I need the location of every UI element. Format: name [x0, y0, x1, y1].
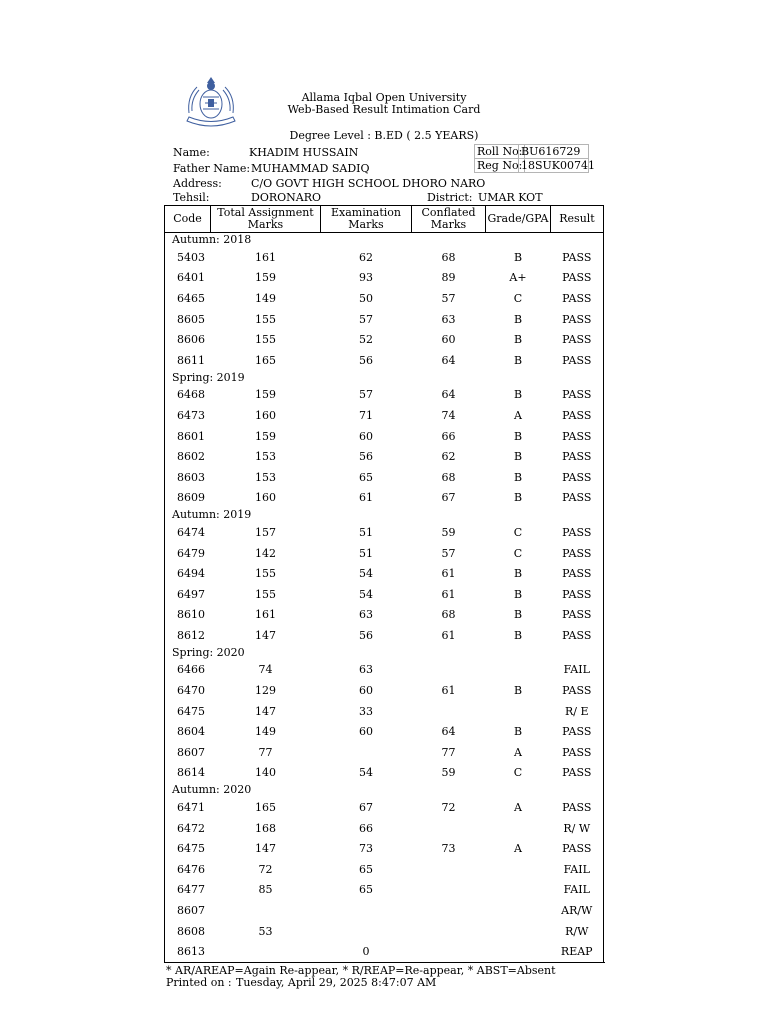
degree-level: Degree Level : B.ED ( 2.5 YEARS) [289, 129, 479, 142]
cell-grade: C [513, 525, 523, 539]
cell-conflated-marks: 64 [441, 725, 456, 739]
cell-result: PASS [562, 333, 592, 347]
cell-grade: B [513, 388, 523, 402]
cell-grade: B [513, 250, 523, 264]
cell-exam-marks: 54 [359, 567, 373, 581]
header-result: Result [551, 206, 604, 233]
cell-grade: B [513, 333, 523, 347]
cell-code: 8604 [177, 725, 205, 739]
cell-code: 8602 [177, 450, 205, 464]
cell-exam-marks: 33 [359, 704, 373, 718]
cell-result: PASS [562, 353, 592, 367]
cell-result: PASS [562, 608, 592, 622]
header-conflated-marks: Conflated Marks [412, 206, 486, 233]
legend: * AR/AREAP=Again Re-appear, * R/REAP=Re-appear, * ABST=Absent [166, 964, 556, 977]
cell-conflated-marks [412, 880, 486, 901]
cell-assignment-marks: 157 [255, 525, 276, 539]
cell-result: R/ W [563, 821, 591, 835]
cell-exam-marks: 93 [359, 271, 373, 285]
cell-grade: B [513, 725, 523, 739]
cell-code: 6476 [177, 862, 205, 876]
cell-result: PASS [562, 429, 592, 443]
cell-conflated-marks: 66 [441, 429, 456, 443]
cell-result: FAIL [563, 883, 590, 897]
cell-result: FAIL [563, 663, 590, 677]
table-row [165, 467, 604, 488]
semester-label: Spring: 2019 [172, 370, 245, 384]
cell-exam-marks: 71 [359, 408, 373, 422]
cell-assignment-marks: 155 [255, 587, 276, 601]
cell-assignment-marks: 155 [255, 333, 276, 347]
cell-code: 8606 [177, 333, 205, 347]
cell-grade [486, 921, 551, 942]
cell-conflated-marks [412, 660, 486, 681]
cell-result: PASS [562, 801, 592, 815]
cell-code: 8612 [177, 628, 205, 642]
cell-result: PASS [562, 567, 592, 581]
semester-row [165, 371, 604, 385]
cell-assignment-marks: 153 [255, 450, 276, 464]
header-assignment-marks: Total Assignment Marks [211, 206, 321, 233]
cell-result: PASS [562, 628, 592, 642]
table-header-row [165, 206, 604, 233]
table-row [165, 288, 604, 309]
cell-grade: B [513, 491, 523, 505]
semester-label: Spring: 2020 [172, 645, 245, 659]
cell-grade [486, 880, 551, 901]
cell-code: 8613 [177, 945, 205, 959]
cell-exam-marks: 60 [359, 684, 373, 698]
cell-assignment-marks: 140 [255, 766, 276, 780]
tehsil: DORONARO [251, 191, 322, 204]
cell-result: PASS [562, 684, 592, 698]
address: C/O GOVT HIGH SCHOOL DHORO NARO [251, 177, 486, 190]
cell-result: PASS [562, 408, 592, 422]
cell-code: 6477 [177, 883, 205, 897]
reg-no: 18SUK00741 [518, 158, 589, 173]
cell-assignment-marks: 168 [255, 821, 276, 835]
cell-grade: B [513, 470, 523, 484]
cell-grade [486, 941, 551, 962]
cell-code: 8605 [177, 312, 205, 326]
table-row [165, 446, 604, 467]
cell-conflated-marks [412, 701, 486, 722]
cell-code: 6472 [177, 821, 205, 835]
table-row [165, 385, 604, 406]
cell-code: 6494 [177, 567, 205, 581]
table-row [165, 859, 604, 880]
cell-code: 6474 [177, 525, 205, 539]
reg-no-label: Reg No: [474, 158, 525, 173]
table-row [165, 742, 604, 763]
cell-conflated-marks: 61 [441, 628, 456, 642]
cell-assignment-marks: 53 [258, 924, 273, 938]
cell-exam-marks: 67 [359, 801, 373, 815]
cell-code: 6465 [177, 291, 205, 305]
cell-exam-marks: 56 [359, 628, 373, 642]
cell-grade: C [513, 291, 523, 305]
semester-row [165, 783, 604, 797]
cell-code: 8608 [177, 924, 205, 938]
cell-conflated-marks: 61 [441, 587, 456, 601]
cell-grade: A [514, 745, 522, 759]
cell-exam-marks: 73 [359, 842, 373, 856]
cell-conflated-marks: 73 [441, 842, 456, 856]
cell-exam-marks: 65 [359, 862, 373, 876]
semester-label: Autumn: 2018 [172, 233, 252, 246]
cell-conflated-marks [412, 900, 486, 921]
cell-code: 6466 [177, 663, 205, 677]
cell-conflated-marks: 77 [441, 745, 456, 759]
cell-exam-marks: 65 [359, 470, 373, 484]
cell-result: PASS [562, 587, 592, 601]
cell-code: 5403 [177, 250, 205, 264]
cell-exam-marks: 61 [359, 491, 373, 505]
cell-grade [486, 859, 551, 880]
table-row [165, 488, 604, 509]
cell-grade: A [514, 801, 522, 815]
cell-exam-marks: 65 [359, 883, 373, 897]
cell-code: 8607 [177, 904, 205, 918]
cell-exam-marks: 56 [359, 450, 373, 464]
cell-assignment-marks: 147 [255, 842, 276, 856]
cell-conflated-marks [412, 859, 486, 880]
cell-assignment-marks: 147 [255, 628, 276, 642]
cell-assignment-marks [211, 941, 321, 962]
roll-no-label: Roll No: [474, 144, 525, 159]
cell-grade: A+ [509, 271, 527, 285]
cell-exam-marks [321, 742, 412, 763]
cell-code: 6471 [177, 801, 205, 815]
cell-assignment-marks: 129 [255, 684, 276, 698]
cell-grade: B [513, 587, 523, 601]
cell-assignment-marks: 72 [258, 862, 273, 876]
cell-exam-marks: 57 [359, 312, 373, 326]
cell-conflated-marks: 60 [441, 333, 456, 347]
cell-code: 6475 [177, 842, 205, 856]
cell-conflated-marks: 64 [441, 353, 456, 367]
table-row [165, 660, 604, 681]
cell-result: REAP [560, 945, 593, 959]
cell-exam-marks [321, 900, 412, 921]
cell-result: PASS [562, 250, 592, 264]
name-label: Name: [173, 146, 210, 159]
cell-grade: B [513, 353, 523, 367]
cell-result: PASS [562, 745, 592, 759]
table-row [165, 543, 604, 564]
cell-code: 8607 [177, 745, 205, 759]
cell-grade: B [513, 312, 523, 326]
cell-assignment-marks [211, 900, 321, 921]
cell-exam-marks [321, 921, 412, 942]
semester-label: Autumn: 2019 [172, 508, 252, 522]
semester-row [165, 646, 604, 660]
cell-result: PASS [562, 271, 592, 285]
cell-exam-marks: 52 [359, 333, 373, 347]
cell-grade [486, 660, 551, 681]
cell-assignment-marks: 149 [255, 291, 276, 305]
cell-conflated-marks [412, 921, 486, 942]
cell-conflated-marks: 74 [441, 408, 456, 422]
table-row [165, 921, 604, 942]
cell-grade: B [513, 628, 523, 642]
semester-row [165, 233, 604, 248]
cell-conflated-marks: 61 [441, 684, 456, 698]
cell-exam-marks: 63 [359, 663, 373, 677]
cell-assignment-marks: 77 [258, 745, 273, 759]
cell-exam-marks: 60 [359, 725, 373, 739]
header-exam-marks: Examination Marks [321, 206, 412, 233]
cell-conflated-marks: 67 [441, 491, 456, 505]
cell-assignment-marks: 159 [255, 271, 276, 285]
roll-no: BU616729 [518, 144, 589, 159]
cell-conflated-marks: 64 [441, 388, 456, 402]
cell-assignment-marks: 160 [255, 491, 276, 505]
cell-grade [486, 701, 551, 722]
cell-code: 6401 [177, 271, 205, 285]
cell-grade: B [513, 608, 523, 622]
cell-exam-marks: 0 [362, 945, 370, 959]
cell-code: 8611 [177, 353, 205, 367]
cell-conflated-marks: 59 [441, 525, 456, 539]
cell-assignment-marks: 159 [255, 388, 276, 402]
tehsil-label: Tehsil: [173, 191, 210, 204]
cell-result: AR/W [561, 904, 593, 918]
cell-result: PASS [562, 546, 592, 560]
table-row [165, 522, 604, 543]
cell-exam-marks: 63 [359, 608, 373, 622]
cell-result: PASS [562, 312, 592, 326]
table-row [165, 797, 604, 818]
table-row [165, 838, 604, 859]
table-row [165, 268, 604, 289]
cell-assignment-marks: 159 [255, 429, 276, 443]
cell-result: PASS [562, 291, 592, 305]
cell-exam-marks: 60 [359, 429, 373, 443]
table-row [165, 563, 604, 584]
cell-grade: B [513, 567, 523, 581]
cell-conflated-marks: 57 [441, 291, 456, 305]
cell-code: 6468 [177, 388, 205, 402]
cell-conflated-marks: 63 [441, 312, 456, 326]
cell-grade: B [513, 429, 523, 443]
cell-exam-marks: 57 [359, 388, 373, 402]
cell-exam-marks: 51 [359, 525, 373, 539]
table-row [165, 941, 604, 962]
table-row [165, 763, 604, 784]
student-name: KHADIM HUSSAIN [249, 146, 359, 159]
cell-assignment-marks: 161 [255, 608, 276, 622]
cell-code: 6473 [177, 408, 205, 422]
cell-exam-marks: 62 [359, 250, 373, 264]
cell-assignment-marks: 165 [255, 353, 276, 367]
cell-assignment-marks: 165 [255, 801, 276, 815]
table-row [165, 625, 604, 646]
cell-grade: C [513, 766, 523, 780]
semester-row [165, 508, 604, 522]
table-row [165, 350, 604, 371]
cell-result: PASS [562, 388, 592, 402]
cell-result: R/W [565, 924, 589, 938]
district-label: District: [427, 191, 473, 204]
cell-result: R/ E [564, 704, 589, 718]
table-row [165, 880, 604, 901]
cell-code: 6497 [177, 587, 205, 601]
header-grade: Grade/GPA [486, 206, 551, 233]
cell-code: 8614 [177, 766, 205, 780]
cell-exam-marks: 66 [359, 821, 373, 835]
cell-conflated-marks [412, 818, 486, 839]
cell-grade: B [513, 684, 523, 698]
cell-assignment-marks: 85 [258, 883, 273, 897]
cell-result: PASS [562, 725, 592, 739]
results-table [164, 205, 604, 963]
cell-exam-marks: 50 [359, 291, 373, 305]
table-bottom-rule [164, 962, 605, 963]
cell-code: 8603 [177, 470, 205, 484]
cell-assignment-marks: 160 [255, 408, 276, 422]
cell-exam-marks: 54 [359, 587, 373, 601]
cell-grade: B [513, 450, 523, 464]
cell-assignment-marks: 142 [255, 546, 276, 560]
table-row [165, 405, 604, 426]
cell-result: FAIL [563, 862, 590, 876]
cell-conflated-marks [412, 941, 486, 962]
address-label: Address: [173, 177, 222, 190]
cell-grade: A [514, 842, 522, 856]
cell-conflated-marks: 72 [441, 801, 456, 815]
cell-assignment-marks: 155 [255, 567, 276, 581]
cell-result: PASS [562, 450, 592, 464]
table-row [165, 701, 604, 722]
cell-conflated-marks: 59 [441, 766, 456, 780]
cell-assignment-marks: 74 [258, 663, 273, 677]
cell-code: 8610 [177, 608, 205, 622]
table-row [165, 309, 604, 330]
cell-assignment-marks: 161 [255, 250, 276, 264]
cell-result: PASS [562, 525, 592, 539]
table-row [165, 426, 604, 447]
cell-assignment-marks: 147 [255, 704, 276, 718]
father-name: MUHAMMAD SADIQ [251, 162, 370, 175]
printed-on: Tuesday, April 29, 2025 8:47:07 AM [236, 976, 437, 989]
table-row [165, 721, 604, 742]
cell-grade [486, 818, 551, 839]
cell-code: 6470 [177, 684, 205, 698]
cell-assignment-marks: 149 [255, 725, 276, 739]
father-name-label: Father Name: [173, 162, 251, 175]
cell-code: 6479 [177, 546, 205, 560]
cell-exam-marks: 51 [359, 546, 373, 560]
cell-assignment-marks: 155 [255, 312, 276, 326]
cell-conflated-marks: 89 [441, 271, 456, 285]
cell-result: PASS [562, 842, 592, 856]
semester-label: Autumn: 2020 [172, 783, 252, 797]
card-title: Web-Based Result Intimation Card [287, 103, 481, 116]
cell-result: PASS [562, 766, 592, 780]
cell-grade: A [514, 408, 522, 422]
cell-code: 8601 [177, 429, 205, 443]
cell-code: 8609 [177, 491, 205, 505]
table-row [165, 680, 604, 701]
header-code: Code [165, 206, 211, 233]
table-row [165, 584, 604, 605]
table-row [165, 247, 604, 268]
table-row [165, 900, 604, 921]
cell-conflated-marks: 61 [441, 567, 456, 581]
table-row [165, 818, 604, 839]
cell-exam-marks: 56 [359, 353, 373, 367]
cell-code: 6475 [177, 704, 205, 718]
cell-conflated-marks: 62 [441, 450, 456, 464]
cell-result: PASS [562, 470, 592, 484]
table-row [165, 605, 604, 626]
cell-conflated-marks: 57 [441, 546, 456, 560]
cell-assignment-marks: 153 [255, 470, 276, 484]
printed-label: Printed on : [166, 976, 232, 989]
cell-exam-marks: 54 [359, 766, 373, 780]
cell-conflated-marks: 68 [441, 608, 456, 622]
table-row [165, 329, 604, 350]
cell-grade: C [513, 546, 523, 560]
cell-conflated-marks: 68 [441, 470, 456, 484]
cell-conflated-marks: 68 [441, 250, 456, 264]
district: UMAR KOT [478, 191, 543, 204]
cell-result: PASS [562, 491, 592, 505]
university-name: Allama Iqbal Open University [301, 91, 467, 104]
cell-grade [486, 900, 551, 921]
